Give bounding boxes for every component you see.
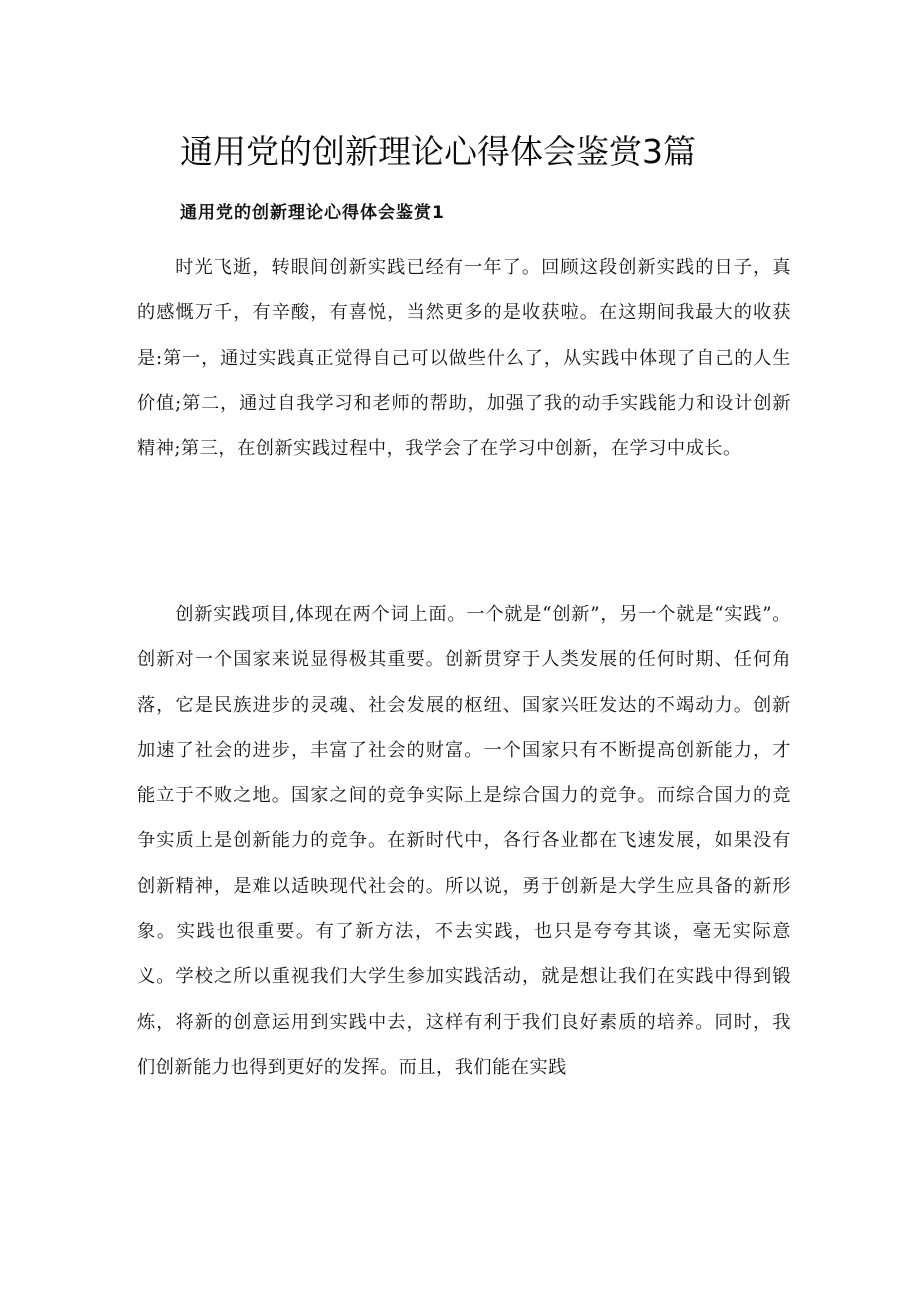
body-paragraph-1: 时光飞逝，转眼间创新实践已经有一年了。回顾这段创新实践的日子，真的感慨万千，有辛酸，有喜悦，当然更多的是收获啦。在这期间我最大的收获是:第一，通过实践真正觉得自己可以做些什么了，从实践中体现了自己的人生价值;第二，通过自我学习和老师的帮助，加强了我的动手实践能力和设计创新精神;第三，在创新实践过程中，我学会了在学习中创新，在学习中成长。 xyxy=(137,257,791,460)
body-paragraph-2: 创新实践项目,体现在两个词上面。一个就是“创新”，另一个就是“实践”。创新对一个国家来说显得极其重要。创新贯穿于人类发展的任何时期、任何角落，它是民族进步的灵魂、社会发展的枢纽、国家兴旺发达的不竭动力。创新加速了社会的进步，丰富了社会的财富。一个国家只有不断提高创新能力，才能立于不败之地。国家之间的竞争实际上是综合国力的竞争。而综合国力的竞争实质上是创新能力的竞争。在新时代中，各行各业都在飞速发展，如果没有创新精神，是难以适映现代社会的。所以说，勇于创新是大学生应具备的新形象。实践也很重要。有了新方法，不去实践，也只是夸夸其谈，毫无实际意义。学校之所以重视我们大学生参加实践活动，就是想让我们在实践中得到锻炼，将新的创意运用到实践中去，这样有利于我们良好素质的培养。同时，我们创新能力也得到更好的发挥。而且，我们能在实践 xyxy=(137,604,791,1078)
document-title: 通用党的创新理论心得体会鉴赏3篇 xyxy=(180,132,696,171)
body-paragraph-block-2 xyxy=(137,592,791,1090)
section-heading: 通用党的创新理论心得体会鉴赏1 xyxy=(180,203,445,223)
body-paragraph-block-1 xyxy=(137,245,791,471)
